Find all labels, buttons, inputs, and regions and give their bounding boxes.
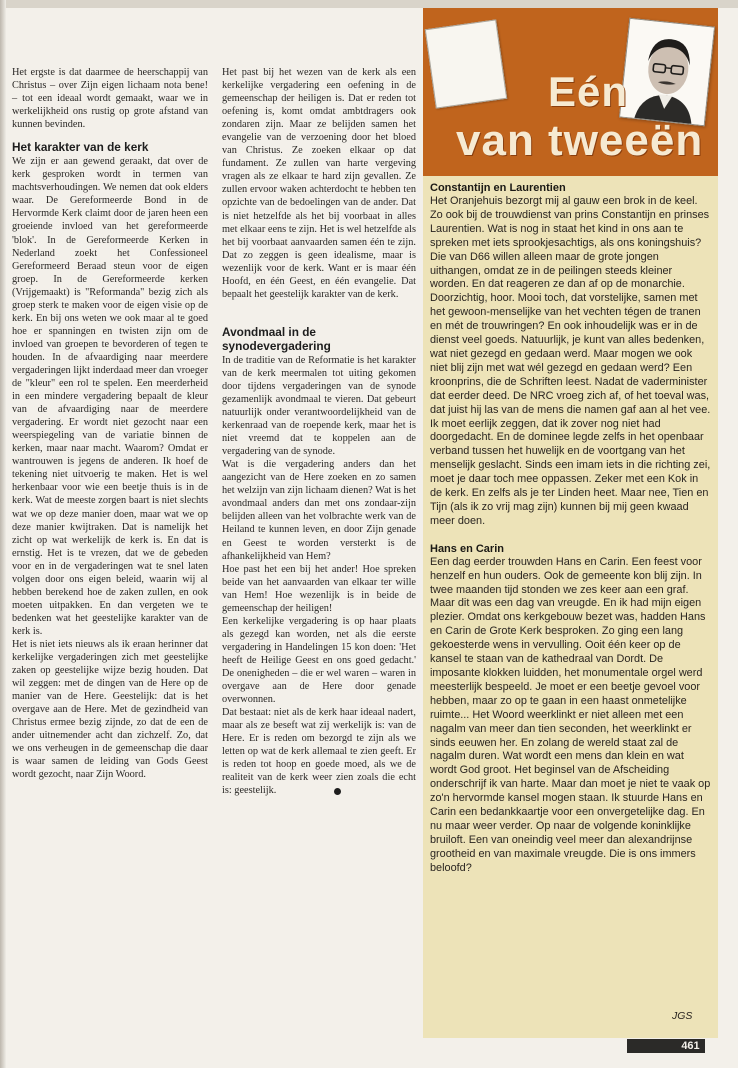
column1-body: We zijn er aan gewend geraakt, dat over de kerk gesproken wordt in termen van machtsverhoudingen. We nemen dat ook elders waar. De Gereformeerde Bond in de Hervormde Kerk claimt door de jaren heen een groeiende invloed van het gereformeerde 'blok'. In de Gereformeerde Kerken in Nederland zoekt het Confessioneel Gereformeerd Beraad steun voor de eigen groep. In de Gereformeerde kerken (Vrijgemaakt) is "Reformanda" bezig zich als groep sterk te maken voor de eigen visie op de kerk. En bij ons weten we ook maar al te goed hoe er spanningen en twisten zijn om de invloed van groepen te bevorderen of tegen te houden. In de afvaardiging naar meerdere vergaderingen lijkt inderdaad meer dan vroeger de "kleur" een rol te spelen. Een meerderheid in een mindere vergadering bepaalt de kleur van de afvaardiging naar de meerdere vergadering. Er wordt niet gezocht naar een weerspiegeling van de variatie binnen de kerken, maar naar macht. Waarom? Omdat er wantrouwen is jegens de anderen. Ik hoef de tekening niet uitvoerig te maken. Het is wel herkenbaar voor wie een beetje thuis is in de kerk. Wat de meeste zorgen baart is niet slechts wat we op deze manier doen, maar wat we op deze manier kwijtraken. Dat is namelijk het zicht op wat werkelijk de kerk is. En dat is ernstig. Het is te vrezen, dat we de gebeden voor en in de vergaderingen wat te snel laten volgen door ons eigen beleid, waarin wij al hebben berekend hoe de zaken zullen, en ook moeten uitpakken. En dan vergeten we te bedenken wat het geestelijke karakter van de kerk is. <box>12 156 208 637</box>
scan-left-edge <box>0 0 6 1068</box>
column1-heading: Het karakter van de kerk <box>12 140 149 155</box>
column2-paragraph-4: Hoe past het een bij het ander! Hoe spreken beide van het aanvaarden van elkaar ter wille van Hem! Hoe wezenlijk is in beide de gemeenschap der heiligen! <box>222 563 416 614</box>
article-column-1 <box>12 66 208 781</box>
article-column-2 <box>222 66 416 797</box>
section-spacer <box>430 529 712 542</box>
scan-top-edge <box>0 0 738 8</box>
author-portrait-icon <box>620 19 715 126</box>
column2-paragraph-6-text: Dat bestaat: niet als de kerk haar ideaal nadert, maar als ze beseft wat zij werkelijk is: van de Here. Er is reden om bezorgd te zijn als we letten op wat de kerk allemaal te zien geeft. Er is reden tot hoop en goede moed, als we de realiteit van de kerk weer zien zoals die echt is: geestelijk. <box>222 707 416 797</box>
feature-section-1-heading: Constantijn en Laurentien <box>430 182 566 194</box>
column2-paragraph-3: Wat is die vergadering anders dan het aangezicht van de Here zoeken en zo samen het welzijn van zijn lichaam dienen? Wat is het avondmaal anders dan met ons zondaar-zijn belijden alleen van het volbrachte werk van de Heiland te kunnen leven, en door Zijn genade en Geest te worden versterkt is de afhankelijkheid van Hem? <box>222 459 416 562</box>
author-portrait-photo <box>619 18 715 126</box>
column1-intro: Het ergste is dat daarmee de heerschappij van Christus – over Zijn eigen lichaam nota bene! – tot een ideaal wordt gemaakt, waar we in werkelijkheid ons rustig op grote afstand van kunnen bevinden. <box>12 67 208 131</box>
feature-title-line-1: Eén <box>548 68 629 115</box>
feature-column <box>430 181 712 876</box>
note-card-image <box>425 19 507 108</box>
column2-paragraph-2: In de traditie van de Reformatie is het karakter van de kerk meermalen tot uiting gekomen door tijdens vergaderingen van de synode gezamenlijk avondmaal te vieren. Dat gebeurt natuurlijk onder verantwoordelijkheid van de kerkenraad van de roepende kerk, maar het is niet vreemd dat te koppelen aan de vergadering van de synode. <box>222 354 416 458</box>
feature-section-2-heading: Hans en Carin <box>430 542 504 555</box>
end-of-article-bullet-icon <box>334 788 341 795</box>
column2-heading: Avondmaal in de synodevergadering <box>222 324 331 353</box>
column2-paragraph-6 <box>222 706 416 797</box>
column1-body-2: Het is niet iets nieuws als ik eraan herinner dat kerkelijke vergaderingen zich met geestelijke zaken op geestelijke wijze bezig houden. Dat wil zeggen: met de dingen van de Here op de manier van de Here. Geestelijk: dat is het overgave aan de Here. Met de gezindheid van Christus ermee bezig zijnde, zo dat de een de ander uitnemender acht dan zichzelf. Zo, dat we ons verheugen in de gemeenschap die daar is waar samen de leiding van Gods Geest wordt gezocht, naar Zijn Woord. <box>12 638 208 781</box>
column2-paragraph-5: Een kerkelijke vergadering is op haar plaats als gezegd kan worden, net als die eerste vergadering in Handelingen 15 kon doen: 'Het heeft de Heilige Geest en ons goed gedacht.' De onenigheden – die er wel waren – waren in overgave aan de Here door genade overwonnen. <box>222 615 416 706</box>
feature-section-1-body: Het Oranjehuis bezorgt mij al gauw een brok in de keel. Zo ook bij de trouwdienst van prins Constantijn en prinses Laurentien. Wat is nog in staat het kind in ons aan te spreken met iets sprookjesachtigs, als ons koningshuis? Die van D66 willen alleen maar de grote jongen uithangen, omdat ze in de peilingen steeds kleiner worden. En dat reageren ze dan af op de monarchie. Doorzichtig, hoor. Mooi toch, dat vorstelijke, samen met het gewoon-menselijke van het vechten tégen de tranen en mét de trouwringen? En ook inhoudelijk was er in de dienst veel goeds. Natuurlijk, je kunt van alles bedenken, wat niet gezegd en gedaan werd. Maar mogen we ook niet blij zijn met wat wél gezegd en gedaan werd? Een kroonprins, die de Schriften leest. Nadat de vaderminister dat eerder deed. De NRC vroeg zich af, of het toeval was, dat juist hij las van de mens die namen gaf aan al het vee. Ik moet eerlijk zeggen, dat ik zover nog niet had doorgedacht. En de dominee legde zelfs in het openbaar verband tussen het huwelijk en de voortgang van het menselijk geslacht. Sinds een imam iets in die richting zei, moet je daar toch mee oppassen. Zeker met een Kok in de kerk. En zelfs als je ter Linden heet. Maar nee, Tien en Tijn (als ik zo vrij mag zijn) kunnen bij mij geen kwaad meer doen. <box>430 195 711 527</box>
author-signature: JGS <box>672 1010 693 1022</box>
feature-title-line-2: van tweeën <box>456 116 704 165</box>
feature-section-2-body: Een dag eerder trouwden Hans en Carin. Een feest voor henzelf en hun ouders. Ook de gemeente kon blij zijn. In twee maanden tijd stonden we zes keer aan een graf. Maar dit was een dag van vreugde. En ik had mijn eigen plezier. Omdat ons kerkgebouw bezet was, hadden Hans en Carin de Grote Kerk besproken. Zo ging een lang gekoesterde wens in vervulling. Ooit één keer op de kansel te staan van de kathedraal van Dordt. De imposante klokken luidden, het monumentale orgel werd meesterlijk bespeeld. Je moet er een beetje gevoel voor hebben, maar zo op te gaan in een haast onmetelijke ruimte... Het Woord weerklinkt er niet alleen met een nagalm van meer dan tien seconden, het weerklinkt er sinds eeuwen her. En zolang de wereld staat zal de nagalm duren. Wat wordt een mens dan klein en wat wordt God groot. Het beginsel van de Afscheiding onderschrijf ik van harte. Maar dan moet je niet te vaak op zo'n hervormde kansel mogen staan. Ik stuurde Hans en Carin een bedankkaartje voor een onvergetelijke dag. En nu maar weer verder. Op naar de volgende koninklijke bruiloft. Een van oneindig veel meer dan alexandrijnse grootheid en van maximale vreugde. Die is ons immers beloofd? <box>430 555 711 874</box>
column2-paragraph-1: Het past bij het wezen van de kerk als een kerkelijke vergadering een oefening in de gemeenschap der heiligen is. Dat er reden tot oefening is, komt omdat ambtdragers ook zondaren zijn. Maar ze belijden samen het evangelie van de verzoening door het bloed van Christus. Ze zoeken elkaar op dat fundament. Ze zullen van harte vergeving vragen als ze elkaar te hard zijn gevallen. Ze zullen ervoor waken achterdocht te hebben ten opzichte van de bedoelingen van de ander. Dat is niet hetzelfde als het bij voorbaat in alles met elkaar eens te zijn. Het is wel hetzelfde als het bij voorbaat aanvaarden samen één te zijn. Dat zo zeggen is geen idealisme, maar is wezenlijk voor de kerk. Want er is maar één Hoofd, en één Geest, en één evangelie. Dat bepaalt het geestelijk karakter van de kerk. <box>222 67 416 300</box>
page-number: 461 <box>681 1040 700 1052</box>
